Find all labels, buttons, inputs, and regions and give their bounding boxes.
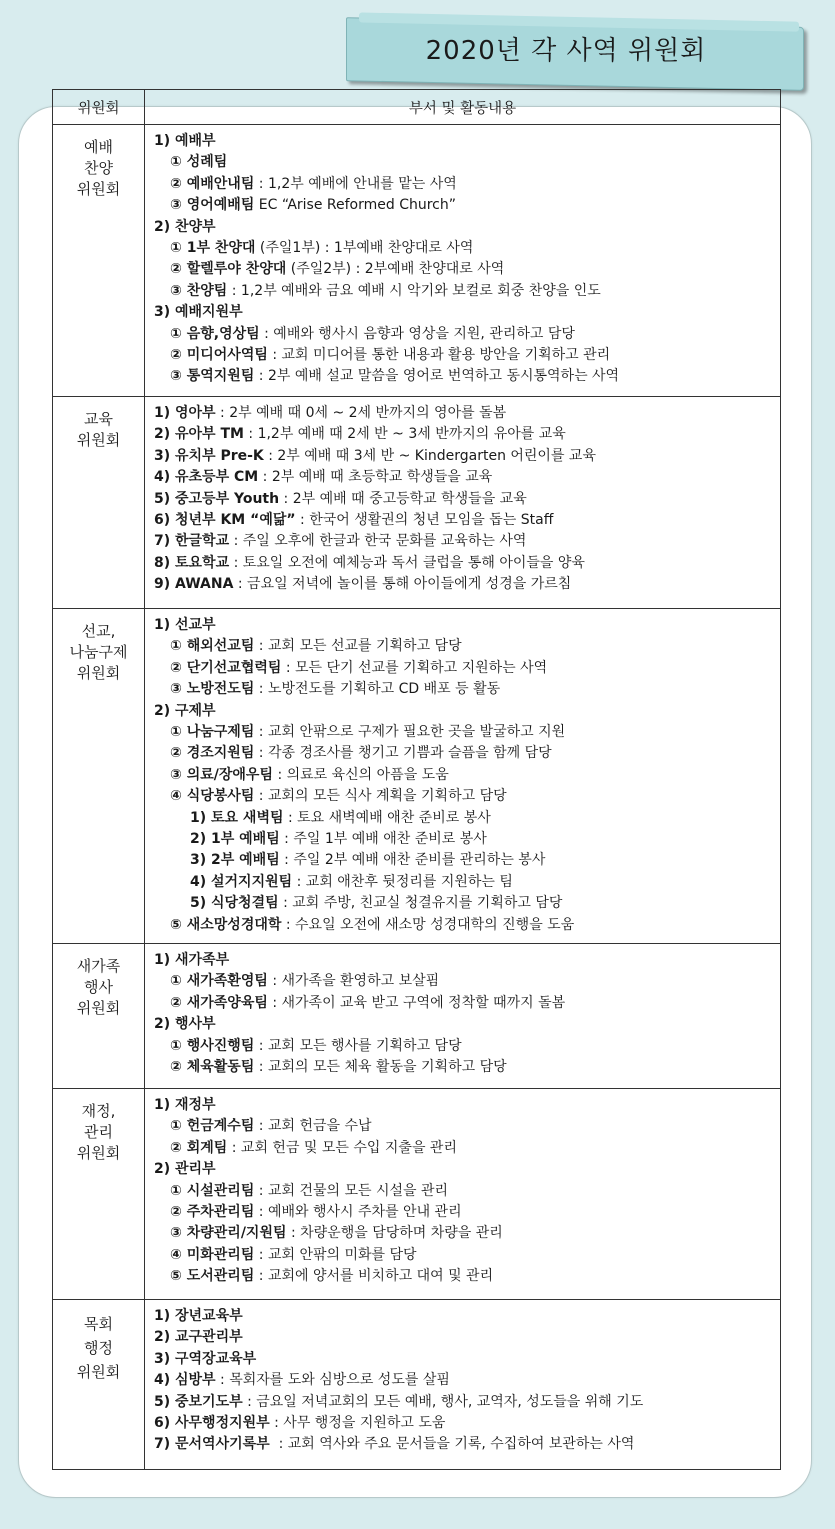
activity-line	[154, 679, 780, 700]
activity-line	[154, 786, 780, 807]
activity-line	[154, 1370, 780, 1391]
activity-line	[154, 446, 780, 467]
activity-line	[154, 1306, 780, 1327]
committee-name	[53, 609, 145, 944]
activity-description: : 2부 예배 설교 말씀을 영어로 번역하고 동시통역하는 사역	[254, 368, 620, 385]
activity-label: ① 해외선교팀	[170, 638, 255, 655]
activity-label: ④ 식당봉사팀	[170, 788, 255, 805]
activity-line	[154, 259, 780, 280]
activity-description: (주일2부) : 2부예배 찬양대로 사역	[286, 261, 505, 278]
activity-label: ③ 통역지원팀	[170, 368, 255, 385]
activity-line	[154, 510, 780, 531]
committee-row	[53, 1300, 781, 1470]
activity-label: ② 할렐루야 찬양대	[170, 261, 287, 278]
activity-description: : 교회의 모든 식사 계획을 기획하고 담당	[254, 788, 507, 805]
activity-line	[154, 872, 780, 893]
activity-label: ① 행사진행팀	[170, 1037, 255, 1054]
committee-name-line: 교육	[84, 410, 113, 428]
committee-row	[53, 125, 781, 397]
activity-label: 1) 토요 새벽팀	[190, 809, 284, 826]
activity-line	[154, 893, 780, 914]
committee-activities	[145, 944, 781, 1089]
activity-label: ② 체육활동팀	[170, 1059, 255, 1076]
committee-row	[53, 944, 781, 1089]
activity-label: 2) 유아부 TM	[154, 426, 244, 443]
committee-row	[53, 609, 781, 944]
activity-label: 5) 중고등부 Youth	[154, 490, 280, 507]
activity-line	[154, 467, 780, 488]
activity-label: ⑤ 새소망성경대학	[170, 916, 282, 933]
activity-label: 3) 유치부 Pre-K	[154, 447, 264, 464]
activity-line	[154, 829, 780, 850]
activity-label: ① 나눔구제팀	[170, 724, 255, 741]
committee-row	[53, 1089, 781, 1300]
activity-label: 6) 청년부 KM “예닮”	[154, 512, 296, 529]
activity-label: ① 새가족환영팀	[170, 973, 268, 990]
activity-label: 2) 행사부	[154, 1016, 216, 1033]
activity-label: 1) 재정부	[154, 1097, 216, 1113]
activity-label: 2) 찬양부	[154, 218, 216, 235]
table-header-row	[53, 90, 781, 125]
activity-description: : 수요일 오전에 새소망 성경대학의 진행을 도움	[281, 916, 575, 933]
activity-line	[154, 915, 780, 936]
activity-description: : 교회 애찬후 뒷정리를 지원하는 팀	[292, 873, 513, 890]
activity-line	[154, 553, 780, 574]
header-committee: 위원회	[53, 90, 145, 125]
activity-line	[154, 658, 780, 679]
activity-line	[154, 1014, 780, 1035]
activity-label: 1) 장년교육부	[154, 1308, 243, 1324]
committee-activities	[145, 125, 781, 397]
activity-line	[154, 366, 780, 387]
activity-label: ③ 의료/장애우팀	[170, 766, 273, 783]
activity-description: : 금요일 저녁교회의 모든 예배, 행사, 교역자, 성도들을 위해 기도	[242, 1393, 644, 1410]
activity-description: : 1,2부 예배 때 2세 반 ~ 3세 반까지의 유아를 교육	[243, 426, 566, 443]
activity-description: : 차량운행을 담당하며 차량을 관리	[286, 1225, 503, 1242]
activity-line	[154, 743, 780, 764]
activity-label: 2) 교구관리부	[154, 1329, 243, 1346]
activity-line	[154, 281, 780, 302]
activity-description: : 교회의 모든 체육 활동을 기획하고 담당	[254, 1059, 507, 1076]
activity-description: : 모든 단기 선교를 기획하고 지원하는 사역	[281, 659, 548, 676]
committee-name	[53, 125, 145, 397]
activity-description: : 교회 안팎의 미화를 담당	[254, 1246, 417, 1263]
activity-line	[154, 131, 780, 152]
activity-line	[154, 1095, 780, 1116]
activity-description: : 교회 미디어를 통한 내용과 활용 방안을 기획하고 관리	[267, 347, 611, 364]
activity-label: 4) 설거지지원팀	[190, 873, 293, 890]
activity-label: ④ 미화관리팀	[170, 1246, 255, 1263]
activity-description: : 교회 역사와 주요 문서들을 기록, 수집하여 보관하는 사역	[269, 1436, 635, 1453]
activity-line	[154, 324, 780, 345]
committee-name-line: 위원회	[76, 1144, 121, 1162]
activity-line	[154, 1181, 780, 1202]
activity-description: : 1,2부 예배에 안내를 맡는 사역	[254, 175, 457, 192]
activity-description: : 토요 새벽예배 애찬 준비로 봉사	[283, 809, 491, 826]
activity-description: EC “Arise Reformed Church”	[254, 197, 457, 214]
activity-label: ⑤ 도서관리팀	[170, 1268, 255, 1285]
activity-label: ① 음향,영상팀	[170, 325, 260, 342]
activity-line	[154, 238, 780, 259]
activity-line	[154, 302, 780, 323]
committee-activities	[145, 609, 781, 944]
activity-description: : 교회에 양서를 비치하고 대여 및 관리	[254, 1268, 494, 1285]
activity-label: 2) 관리부	[154, 1161, 216, 1178]
activity-description: : 2부 예배 때 중고등학교 학생들을 교육	[279, 490, 527, 507]
committee-name-line: 위원회	[76, 664, 121, 682]
committee-activities	[145, 1300, 781, 1470]
activity-label: ③ 차량관리/지원팀	[170, 1225, 287, 1242]
activity-label: 2) 1부 예배팀	[190, 831, 280, 848]
committee-name-line: 위원회	[76, 180, 121, 198]
committee-name-line: 재정,	[81, 1102, 116, 1120]
activity-label: ② 새가족양육팀	[170, 994, 268, 1011]
committee-activities	[145, 397, 781, 609]
committee-name-line: 찬양	[84, 159, 113, 177]
committee-name-line: 위원회	[76, 1363, 121, 1381]
committee-name-line: 위원회	[76, 431, 121, 449]
activity-line	[154, 971, 780, 992]
committee-name-line: 예배	[84, 138, 113, 156]
activity-label: 1) 새가족부	[154, 952, 230, 968]
committee-name	[53, 1089, 145, 1300]
activity-label: 8) 토요학교	[154, 554, 230, 571]
activity-line	[154, 345, 780, 366]
activity-description: : 금요일 저녁에 놀이를 통해 아이들에게 성경을 가르침	[233, 576, 572, 593]
activity-line	[154, 1057, 780, 1078]
activity-description: : 새가족이 교육 받고 구역에 정착할 때까지 돌봄	[267, 994, 566, 1011]
activity-label: ① 성례팀	[170, 154, 228, 171]
activity-label: 5) 식당청결팀	[190, 895, 279, 912]
activity-label: 9) AWANA	[154, 576, 234, 593]
activity-label: 3) 2부 예배팀	[190, 852, 280, 869]
activity-description: : 교회 안팎으로 구제가 필요한 곳을 발굴하고 지원	[254, 724, 566, 741]
activity-label: ① 1부 찬양대	[170, 240, 256, 257]
activity-line	[154, 950, 780, 971]
activity-line	[154, 174, 780, 195]
activity-label: 7) 문서역사기록부	[154, 1436, 270, 1453]
activity-description: : 노방전도를 기획하고 CD 배포 등 활동	[254, 681, 501, 698]
activity-description: : 교회 주방, 친교실 청결유지를 기획하고 담당	[278, 895, 563, 912]
activity-line	[154, 574, 780, 595]
activity-description: : 사무 행정을 지원하고 도움	[269, 1415, 446, 1432]
activity-line	[154, 1138, 780, 1159]
committee-name-line: 관리	[84, 1123, 113, 1141]
activity-line	[154, 217, 780, 238]
activity-description: : 새가족을 환영하고 보살핌	[267, 973, 440, 990]
committee-name	[53, 944, 145, 1089]
activity-label: 1) 예배부	[154, 133, 216, 149]
activity-description: : 토요일 오전에 예체능과 독서 클럽을 통해 아이들을 양육	[229, 554, 585, 571]
activity-description: : 한국어 생활권의 청년 모임을 돕는 Staff	[295, 512, 554, 529]
activity-label: ③ 찬양팀	[170, 282, 228, 299]
activity-description: : 교회 건물의 모든 시설을 관리	[254, 1182, 449, 1199]
committee-table	[52, 89, 781, 1470]
activity-description: : 각종 경조사를 챙기고 기쁨과 슬픔을 함께 담당	[254, 745, 552, 762]
activity-label: ② 회계팀	[170, 1139, 228, 1156]
activity-label: 3) 구역장교육부	[154, 1350, 257, 1367]
committee-name	[53, 397, 145, 609]
activity-line	[154, 1434, 780, 1455]
activity-label: 4) 심방부	[154, 1372, 216, 1389]
activity-description: : 교회 모든 선교를 기획하고 담당	[254, 638, 462, 655]
activity-line	[154, 1159, 780, 1180]
activity-label: 1) 선교부	[154, 617, 216, 633]
activity-line	[154, 765, 780, 786]
activity-line	[154, 489, 780, 510]
activity-line	[154, 1036, 780, 1057]
committee-name-line: 위원회	[76, 999, 121, 1017]
activity-description: : 의료로 육신의 아픔을 도움	[273, 766, 449, 783]
activity-line	[154, 993, 780, 1014]
activity-line	[154, 152, 780, 173]
activity-label: 7) 한글학교	[154, 533, 230, 550]
activity-label: ② 주차관리팀	[170, 1204, 255, 1221]
activity-line	[154, 1413, 780, 1434]
activity-line	[154, 403, 780, 424]
activity-line	[154, 195, 780, 216]
activity-label: 2) 구제부	[154, 702, 216, 719]
activity-label: ② 미디어사역팀	[170, 347, 268, 364]
activity-description: (주일1부) : 1부예배 찬양대로 사역	[255, 240, 474, 257]
activity-label: ② 단기선교협력팀	[170, 659, 282, 676]
activity-label: ① 헌금계수팀	[170, 1118, 255, 1135]
activity-line	[154, 615, 780, 636]
activity-label: 4) 유초등부 CM	[154, 469, 259, 486]
activity-line	[154, 1223, 780, 1244]
header-activities: 부서 및 활동내용	[145, 90, 781, 125]
activity-line	[154, 808, 780, 829]
activity-description: : 2부 예배 때 0세 ~ 2세 반까지의 영아를 돌봄	[215, 405, 507, 421]
activity-line	[154, 1245, 780, 1266]
activity-line	[154, 1266, 780, 1287]
activity-line	[154, 424, 780, 445]
committee-name-line: 새가족	[76, 957, 121, 975]
activity-label: ③ 노방전도팀	[170, 681, 255, 698]
activity-line	[154, 1202, 780, 1223]
committee-row	[53, 397, 781, 609]
committee-name-line: 행정	[84, 1339, 113, 1357]
activity-label: ② 예배안내팀	[170, 175, 255, 192]
committee-name	[53, 1300, 145, 1470]
activity-description: : 교회 모든 행사를 기획하고 담당	[254, 1037, 462, 1054]
committee-name-line: 선교,	[81, 622, 116, 640]
activity-line	[154, 636, 780, 657]
activity-description: : 2부 예배 때 3세 반 ~ Kindergarten 어린이를 교육	[263, 447, 596, 464]
activity-label: ③ 영어예배팀	[170, 197, 255, 214]
page-title: 2020년 각 사역 위원회	[425, 36, 707, 66]
activity-description: : 주일 2부 예배 애찬 준비를 관리하는 봉사	[279, 852, 546, 869]
activity-description: : 교회 헌금을 수납	[254, 1118, 372, 1135]
activity-description: : 예배와 행사시 음향과 영상을 지원, 관리하고 담당	[259, 325, 575, 342]
activity-line	[154, 701, 780, 722]
activity-description: : 교회 헌금 및 모든 수입 지출을 관리	[227, 1139, 457, 1156]
activity-label: ② 경조지원팀	[170, 745, 255, 762]
committee-activities	[145, 1089, 781, 1300]
activity-label: 6) 사무행정지원부	[154, 1415, 270, 1432]
activity-label: 1) 영아부	[154, 405, 216, 421]
activity-line	[154, 1349, 780, 1370]
activity-description: : 2부 예배 때 초등학교 학생들을 교육	[258, 469, 493, 486]
activity-line	[154, 1116, 780, 1137]
committee-name-line: 목회	[84, 1315, 113, 1333]
activity-label: 5) 중보기도부	[154, 1393, 243, 1410]
activity-label: ① 시설관리팀	[170, 1182, 255, 1199]
activity-description: : 주일 1부 예배 애찬 준비로 봉사	[279, 831, 487, 848]
committee-name-line: 나눔구제	[69, 643, 128, 661]
activity-description: : 예배와 행사시 주차를 안내 관리	[254, 1204, 462, 1221]
activity-description: : 1,2부 예배와 금요 예배 시 악기와 보컬로 회중 찬양을 인도	[227, 282, 601, 299]
activity-label: 3) 예배지원부	[154, 304, 243, 321]
committee-name-line: 행사	[84, 978, 113, 996]
activity-description: : 목회자를 도와 심방으로 성도를 살핌	[215, 1372, 450, 1389]
activity-line	[154, 1392, 780, 1413]
activity-line	[154, 850, 780, 871]
activity-line	[154, 722, 780, 743]
activity-line	[154, 1327, 780, 1348]
activity-line	[154, 531, 780, 552]
activity-description: : 주일 오후에 한글과 한국 문화를 교육하는 사역	[229, 533, 527, 550]
